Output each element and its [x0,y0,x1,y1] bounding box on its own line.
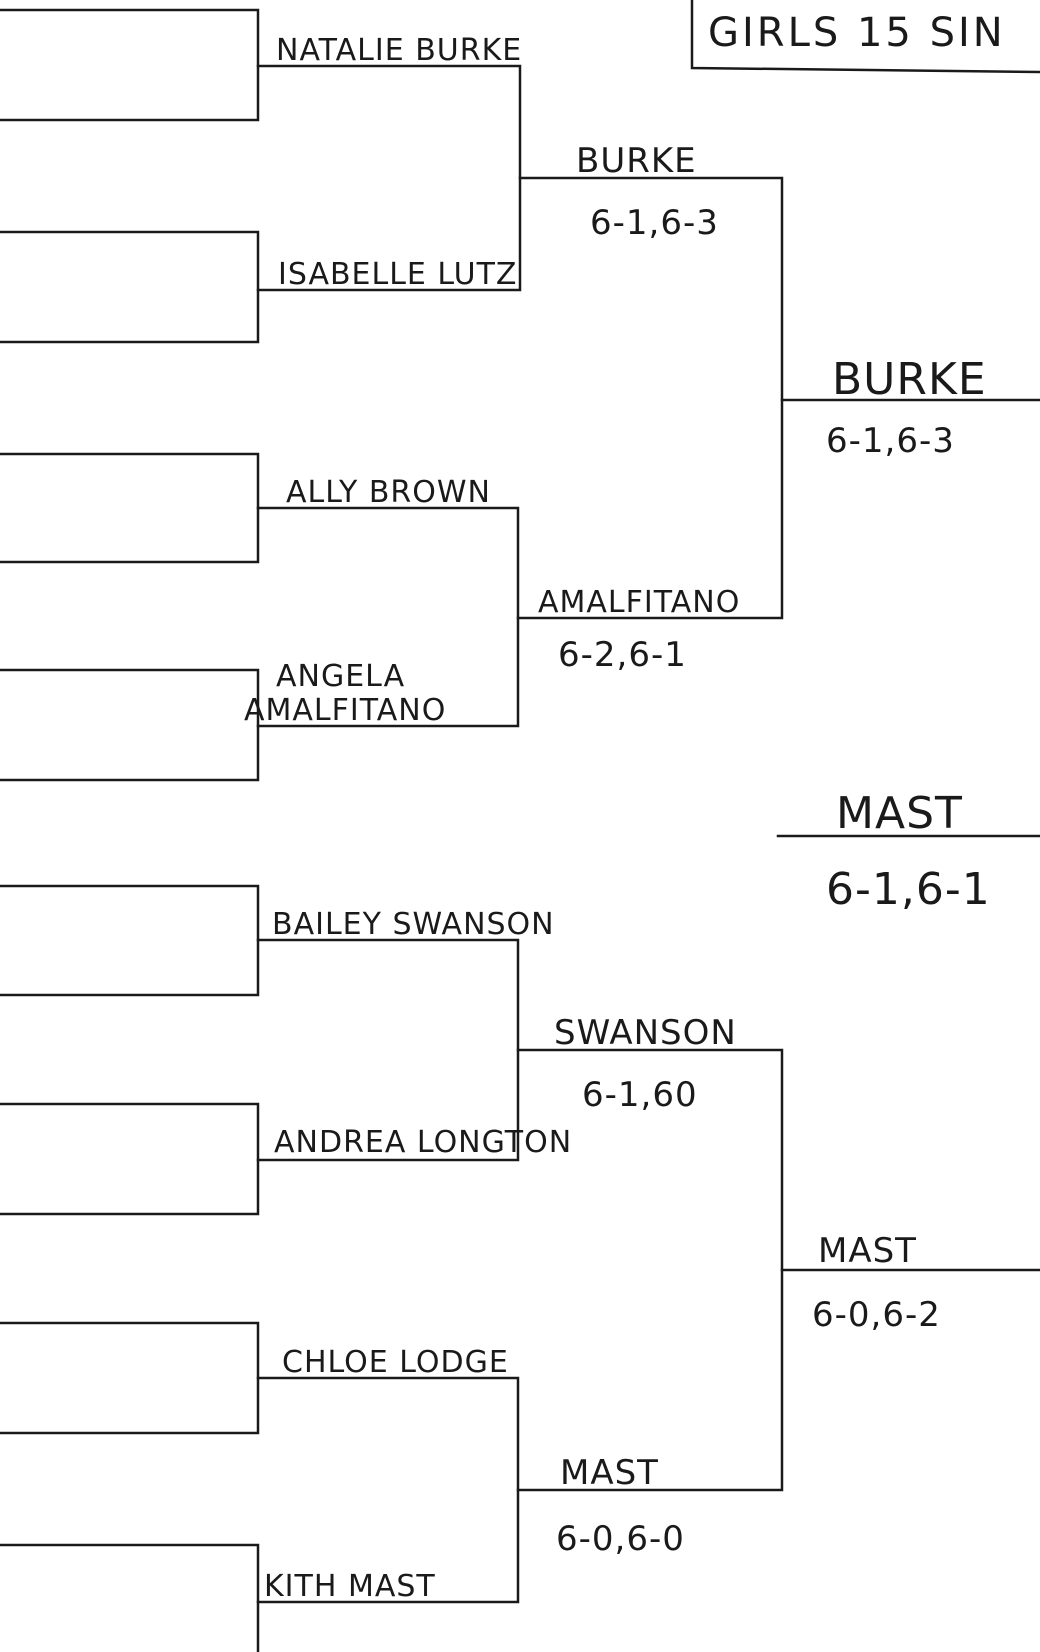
player-name: NATALIE BURKE [276,33,523,68]
page-title: GIRLS 15 SIN [708,10,1006,56]
player-name: ANDREA LONGTON [274,1125,573,1160]
player-name: CHLOE LODGE [282,1345,509,1380]
player-name: ALLY BROWN [286,475,491,510]
champion-name: MAST [836,788,963,839]
seed-box [0,1323,258,1433]
seed-box [0,232,258,342]
player-name: BAILEY SWANSON [272,907,555,942]
qf-match-2 [518,1050,782,1490]
sf-winner: MAST [818,1231,917,1271]
qf-score: 6-2,6-1 [558,635,687,675]
player-name: ANGELA [276,659,406,694]
seed-box [0,670,258,780]
seed-box [0,454,258,562]
sf-winner: BURKE [832,354,987,405]
sf-score: 6-1,6-3 [826,421,955,461]
qf-score: 6-1,60 [582,1075,698,1115]
qf-match-1 [518,178,782,618]
qf-score: 6-1,6-3 [590,203,719,243]
qf-winner: SWANSON [554,1013,737,1053]
qf-winner: BURKE [576,141,697,181]
player-name: AMALFITANO [244,693,447,728]
seed-box [0,1104,258,1214]
seed-box [0,10,258,120]
player-name: KITH MAST [264,1569,436,1604]
player-name: ISABELLE LUTZ [278,257,518,292]
qf-winner: AMALFITANO [538,585,741,620]
sf-score: 6-0,6-2 [812,1295,941,1335]
qf-winner: MAST [560,1453,659,1493]
seed-box [0,1545,258,1652]
champion-score: 6-1,6-1 [826,864,991,915]
qf-score: 6-0,6-0 [556,1519,685,1559]
quarterfinal-lines [518,178,782,1490]
seed-boxes [0,10,258,1652]
seed-box [0,886,258,995]
